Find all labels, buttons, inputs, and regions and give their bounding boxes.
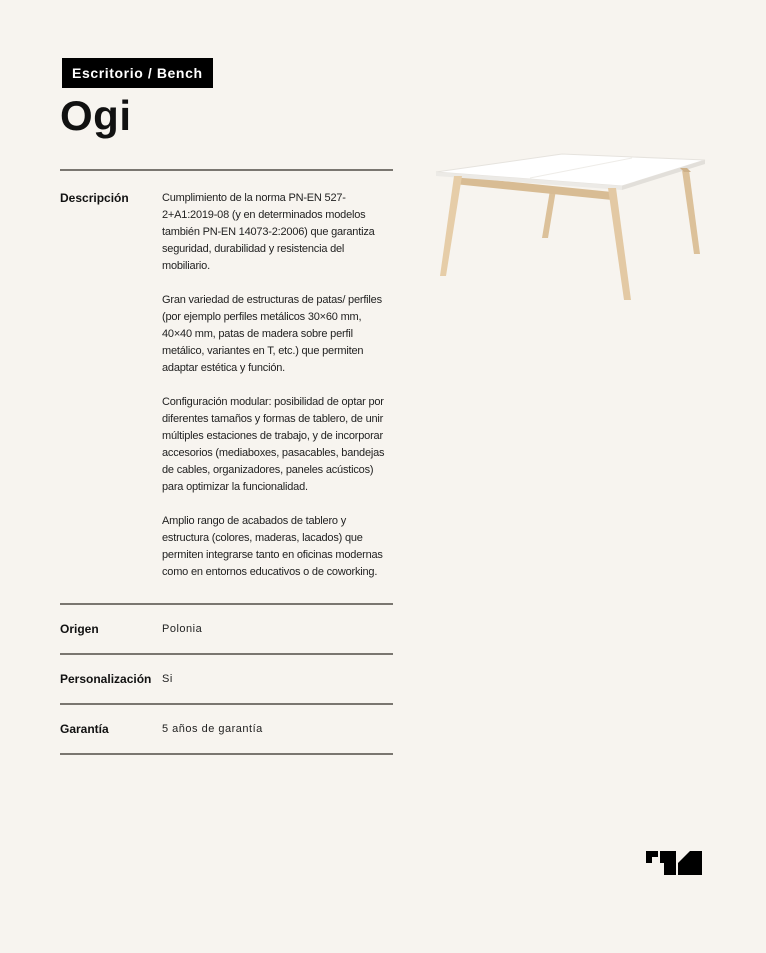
description-paragraph: Amplio rango de acabados de tablero y estructura (colores, maderas, lacados) que permiten integrarse tanto en oficinas modernas como en entornos educativos o de coworking. bbox=[162, 515, 383, 578]
spec-value-origin: Polonia bbox=[162, 623, 203, 635]
spec-value-warranty: 5 años de garantía bbox=[162, 723, 263, 735]
description-paragraph: Cumplimiento de la norma PN-EN 527-2+A1:2019-08 (y en determinados modelos también PN-EN 14073-2:2006) que garantiza seguridad, durabilidad y resistencia del mobiliario. bbox=[162, 192, 375, 272]
brand-logo bbox=[646, 851, 702, 875]
category-badge: Escritorio / Bench bbox=[62, 58, 213, 88]
bench-desk-product-image bbox=[432, 148, 712, 308]
spec-label-origin: Origen bbox=[60, 622, 99, 636]
spec-label-customization: Personalización bbox=[60, 672, 152, 686]
spec-row-warranty bbox=[60, 703, 393, 755]
product-title: Ogi bbox=[60, 92, 132, 139]
spec-value-customization: Si bbox=[162, 673, 173, 685]
spec-table bbox=[60, 169, 393, 755]
description-paragraph: Gran variedad de estructuras de patas/ perfiles (por ejemplo perfiles metálicos 30×60 mm, 40×40 mm, patas de madera sobre perfil metálico, variantes en T, etc.) que permiten adaptar estética y función. bbox=[162, 294, 382, 374]
spec-row-customization bbox=[60, 653, 393, 703]
spec-label-warranty: Garantía bbox=[60, 722, 109, 736]
spec-value-description bbox=[162, 190, 393, 581]
spec-label-description: Descripción bbox=[60, 191, 129, 205]
spec-row-origin bbox=[60, 603, 393, 653]
description-paragraph: Configuración modular: posibilidad de optar por diferentes tamaños y formas de tablero, de unir múltiples estaciones de trabajo, y de incorporar accesorios (mediaboxes, pasacables, bandejas de cables, organizadores, paneles acústicos) para optimizar la funcionalidad. bbox=[162, 396, 385, 493]
spec-row-description bbox=[60, 169, 393, 603]
